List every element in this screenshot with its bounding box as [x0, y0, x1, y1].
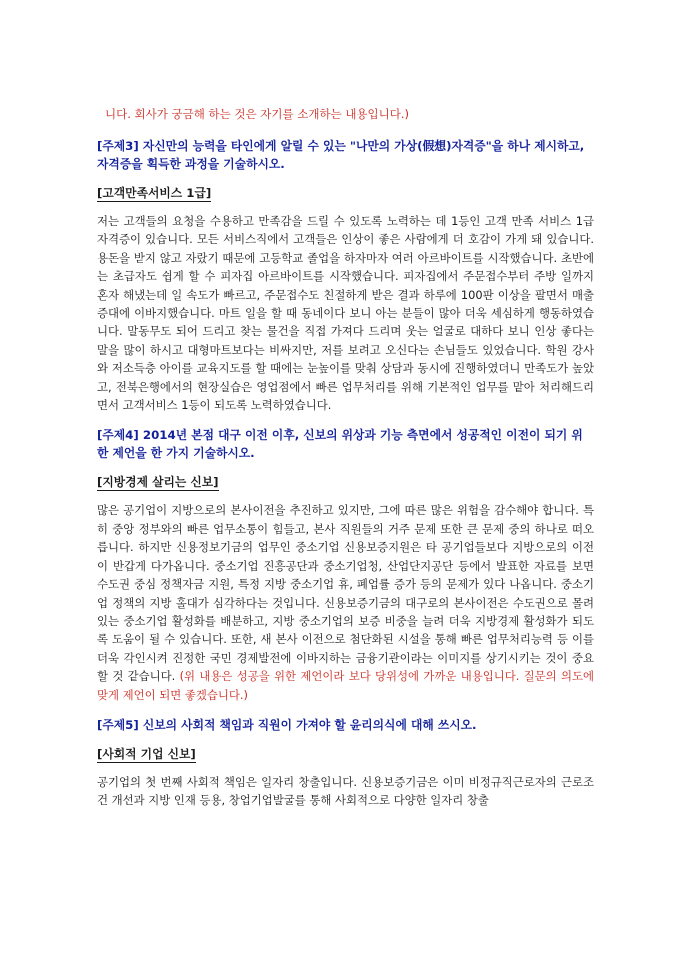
lead-note: 니다. 회사가 궁금해 하는 것은 자기를 소개하는 내용입니다.)	[105, 107, 409, 121]
question-topic-3: [주제3] 자신만의 능력을 타인에게 알릴 수 있는 "나만의 가상(假想)자격증"을 하나 제시하고, 자격증을 획득한 과정을 기술하시오.	[97, 139, 585, 171]
section-topic-4	[97, 426, 594, 703]
question-topic-5: [주제5] 신보의 사회적 책임과 직원이 가져야 할 윤리의식에 대해 쓰시오.	[97, 717, 477, 732]
answer-heading-3: [고객만족서비스 1급]	[97, 186, 212, 200]
answer-body-4	[97, 501, 594, 703]
answer-body-3	[97, 212, 594, 414]
section-topic-5	[97, 716, 594, 810]
question-topic-4: [주제4] 2014년 본점 대구 이전 이후, 신보의 위상과 기능 측면에서 성공적인 이전이 되기 위한 제언을 한 가지 기술하시오.	[97, 428, 583, 461]
answer-body-3-text: 저는 고객들의 요청을 수용하고 만족감을 드릴 수 있도록 노력하는 데 1등인 고객 만족 서비스 1급 자격증이 있습니다. 모든 서비스직에서 고객들은 인상이 좋은 사람에게 더 호감이 가게 돼 있습니다. 용돈을 받지 않고 자랐기 때문에 고등학교 졸업을 하자마자 여러 아르바이트를 시작했습니다. 초반에는 초급자도 쉽게 할 수 피자집 아르바이트를 시작했습니다. 피자집에서 주문접수부터 주방 일까지 혼자 해냈는데 일 속도가 빠르고, 주문접수도 친절하게 받은 결과 하루에 100판 이상을 팔면서 매출증대에 이바지했습니다. 마트 일을 할 때 동네이다 보니 아는 분들이 많아 더욱 세심하게 행동하였습니다. 말동무도 되어 드리고 찾는 물건을 직접 가져다 드리며 웃는 얼굴로 대하다 보니 인상 좋다는 말을 많이 하시고 대형마트보다는 비싸지만, 저를 보려고 오신다는 손님들도 있었습니다. 학원 강사와 저소득층 아이를 교육지도를 할 때에는 눈높이를 맞춰 상담과 동시에 진행하였더니 만족도가 높았고, 전북은행에서의 현장실습은 영업점에서 빠른 업무처리를 위해 기본적인 업무를 맡아 처리해드리면서 고객서비스 1등이 되도록 노력하였습니다.	[97, 214, 594, 413]
answer-body-4-text: 많은 공기업이 지방으로의 본사이전을 추진하고 있지만, 그에 따른 많은 위험을 감수해야 합니다. 특히 중앙 정부와의 빠른 업무소통이 힘들고, 본사 직원들의 거주 문제 또한 큰 문제 중의 하나로 떠오릅니다. 하지만 신용정보기금의 업무인 중소기업 신용보증지원은 타 공기업들보다 지방으로의 이전이 반갑게 다가옵니다. 중소기업 진흥공단과 중소기업청, 산업단지공단 등에서 발표한 자료를 보면 수도권 중심 정책자금 지원, 특정 지방 중소기업 휴, 폐업률 증가 등의 문제가 있다 나옵니다. 중소기업 정책의 지방 홀대가 심각하다는 것입니다. 신용보증기금의 대구로의 본사이전은 수도권으로 몰려 있는 중소기업 활성화를 배분하고, 지방 중소기업의 보증 비중을 늘려 더욱 지방경제 활성화가 되도록 도움이 될 수 있습니다. 또한, 새 본사 이전으로 첨단화된 시설을 통해 빠른 업무처리능력 등 이를 더욱 각인시켜 진정한 국민 경제발전에 이바지하는 금융기관이라는 이미지를 상기시키는 것이 중요할 것 같습니다.	[97, 503, 594, 684]
editor-note-4: (위 내용은 성공을 위한 제언이라 보다 당위성에 가까운 내용입니다. 질문의 의도에 맞게 제언이 되면 좋겠습니다.)	[97, 669, 594, 702]
answer-body-5	[97, 773, 594, 810]
answer-heading-5: [사회적 기업 신보]	[97, 746, 196, 761]
answer-heading-4: [지방경제 살리는 신보]	[97, 475, 219, 490]
section-topic-3	[97, 137, 594, 414]
answer-body-5-text: 공기업의 첫 번째 사회적 책임은 일자리 창출입니다. 신용보증기금은 이미 비정규직근로자의 근로조건 개선과 지방 인재 등용, 창업기업발굴를 통해 사회적으로 다양한 일자리 창출	[97, 774, 594, 808]
